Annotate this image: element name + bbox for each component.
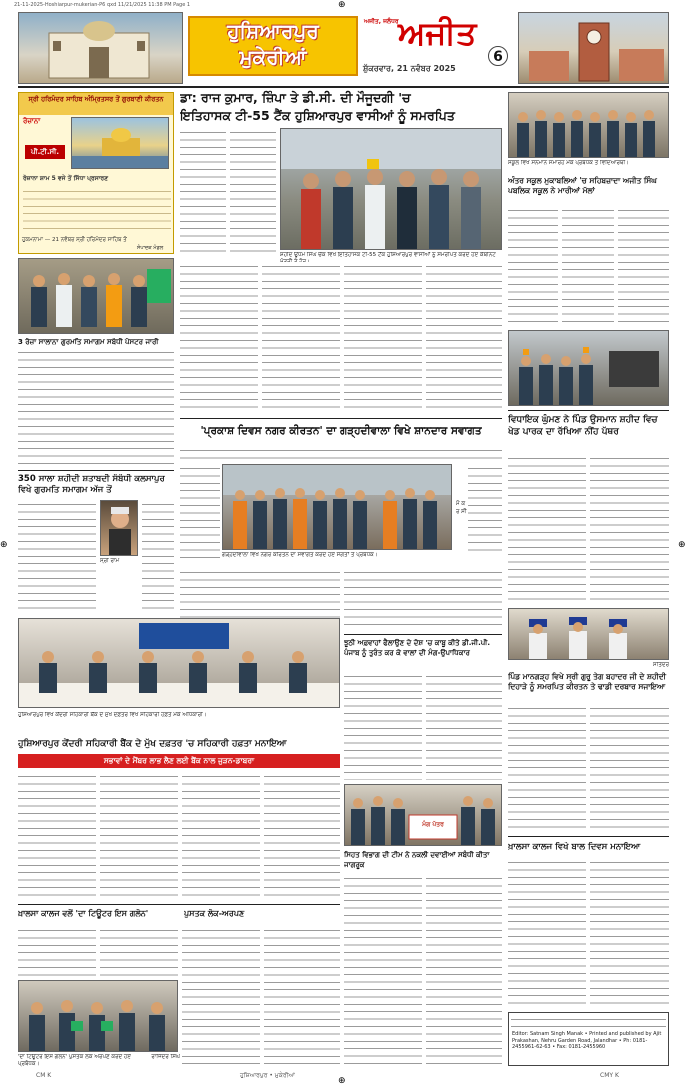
- print-line: 21-11-2025-Hoshiarpur-mukerian-P6 qxd 11/21/2025 11:38 PM Page 1: [14, 2, 191, 8]
- masthead-photo-left: [18, 12, 183, 84]
- children-day-body-2: [590, 858, 669, 1008]
- book-photo-caption: 'ਦਾ ਟਿਊਟਰ ਇਸ ਗਲੋਨ' ਪੁਸਤਕ ਲੋਕ ਅਰਪਣ ਕਰਦੇ ਹੋਏ ਪ੍ਰਬੰਧਕ।: [18, 1054, 131, 1067]
- bank-headline: ਹੁਸ਼ਿਆਰਪੁਰ ਕੇਂਦਰੀ ਸਹਿਕਾਰੀ ਬੈਂਕ ਦੇ ਮੁੱਖ ਦਫ਼ਤਰ 'ਚ ਸਹਿਕਾਰੀ ਹਫ਼ਤਾ ਮਨਾਇਆ: [18, 739, 287, 749]
- masthead: [18, 12, 669, 84]
- school-body-2: [562, 206, 614, 326]
- title-line-1: ਹੁਸ਼ਿਆਰਪੁਰ: [227, 19, 319, 43]
- portrait-icon: [101, 501, 138, 556]
- children-day-body-1: [508, 858, 586, 1008]
- park-headline: ਵਿਧਾਇਕ ਘੁੰਮਣ ਨੇ ਪਿੰਡ ਉਸਮਾਨ ਸ਼ਹੀਦ ਵਿਚ ਖੇਡ ਪਾਰਕ ਦਾ ਰੱਖਿਆ ਨੀਂਹ ਪੱਥਰ: [508, 415, 658, 437]
- book-body-3: [182, 926, 260, 1068]
- kalsapur-body-2: [142, 500, 174, 614]
- bank-body-2: [100, 772, 178, 900]
- school-body-3: [618, 206, 669, 326]
- nagar-kirtan-body-bottom-2: [344, 568, 502, 630]
- students-group-illustration: [509, 93, 669, 158]
- foundation-stone-photo: [508, 330, 669, 406]
- footer-plate-left: CM K: [36, 1072, 52, 1079]
- divider-mid-2: [344, 634, 502, 635]
- bank-body-3: [182, 772, 260, 900]
- book-headline-1: ਖ਼ਾਲਸਾ ਕਾਲਜ ਵਲੋਂ 'ਦਾ ਟਿਊਟਰ ਇਸ ਗਲੋਨ': [18, 909, 149, 918]
- dgp-headline: ਝੂਠੀ ਅਫ਼ਵਾਹਾਂ ਫੈਲਾਉਣ ਦੇ ਦੋਸ਼ 'ਚ ਕਾਬੂ ਕੀਤੇ ਡੀ.ਜੀ.ਪੀ. ਪੰਜਾਬ ਨੂੰ ਤੁਰੰਤ ਕਰ ਕੇ ਵਾਲਾਂ ਦੀ ਮੰਗ-ਉਪਾਧਿਕਾਰ: [344, 639, 491, 657]
- lead-body-col2: [230, 128, 276, 258]
- ad-footer: ਹੁਕਮਨਾਮਾ — 21 ਨਵੰਬਰ ਸ੍ਰੀ ਹਰਿਮੰਦਰ ਸਾਹਿਬ ਤੋਂ: [22, 237, 127, 243]
- ad-label: ਰੋਜ਼ਾਨਾ: [23, 117, 41, 125]
- nagar-kirtan-caption: ਗੜ੍ਹਦੀਵਾਲਾ ਵਿਖੇ ਨਗਰ ਕੀਰਤਨ ਦਾ ਸਵਾਗਤ ਕਰਦੇ ਹੋਏ ਸੰਗਤਾਂ ਤੇ ਪ੍ਰਬੰਧਕ।: [222, 552, 378, 558]
- ad-channel: ਪੀ.ਟੀ.ਸੀ.: [25, 145, 65, 159]
- book-body-1: [18, 926, 96, 976]
- poster-headline: 3 ਰੋਜ਼ਾ ਸਾਲਾਨਾ ਗੁਰਮਤਿ ਸਮਾਗਮ ਸਬੰਧੀ ਪੋਸਟਰ ਜਾਰੀ: [18, 338, 159, 346]
- masthead-title-box: [188, 16, 358, 76]
- park-body-1: [508, 454, 586, 604]
- group-people-illustration: [19, 259, 174, 334]
- health-body-2: [426, 874, 502, 1068]
- kirtan-credit: ਸਤਿੰਦਰ: [652, 662, 669, 668]
- school-body-1: [508, 206, 558, 326]
- lead-photo-caption: ਸ਼ਹੀਦ ਊਧਮ ਸਿੰਘ ਚੌਕ ਵਿਖੇ ਇਤਿਹਾਸਕ ਟੀ-55 ਟੈਂਕ ਹੁਸ਼ਿਆਰਪੁਰ ਵਾਸੀਆਂ ਨੂੰ ਸਮਰਪਿਤ ਕਰਦੇ ਹੋਏ ਕੈਬਨਿਟ: [280, 252, 496, 258]
- clocktower-illustration-right: [519, 13, 669, 84]
- kirtan-darbar-photo: [508, 608, 669, 660]
- protest-banner-text: ਮੰਗ ਪੱਤਰ: [422, 821, 444, 828]
- ad-line: ਰੋਜ਼ਾਨਾ ਸ਼ਾਮ 5 ਵਜੇ ਤੋਂ ਸਿੱਧਾ ਪ੍ਰਸਾਰਣ: [23, 175, 109, 182]
- footer-folio: ਹੁਸ਼ਿਆਰਪੁਰ • ਮੁਕੇਰੀਆਂ: [240, 1072, 295, 1079]
- registration-mark-right: ⊕: [678, 540, 686, 550]
- lead-body-col6: [426, 262, 502, 414]
- portrait-photo: [100, 500, 138, 556]
- ad-box: [18, 92, 174, 254]
- dgp-body-2: [426, 672, 502, 780]
- divider-right-1: [508, 410, 669, 411]
- book-photo-credit: ਰਾਜਿੰਦਰ ਸਿੰਘ: [151, 1054, 180, 1060]
- bank-red-bar: ਸਭਾਵਾਂ ਦੇ ਮੈਂਬਰ ਲਾਭ ਲੈਣ ਲਈ ਬੈਂਕ ਨਾਲ ਜੁੜਨ-ਡਾਬਰਾ: [18, 754, 340, 768]
- masthead-rule: [18, 86, 669, 88]
- divider-right-2: [508, 836, 669, 837]
- divider-bottom-left: [18, 904, 340, 905]
- page-number: 6: [488, 46, 508, 66]
- golden-temple-icon: [72, 118, 169, 169]
- lead-body-col5: [344, 262, 422, 414]
- book-body-2: [100, 926, 178, 976]
- kalsapur-body-1: [18, 500, 96, 614]
- bank-photo: [18, 618, 340, 708]
- kalsapur-headline: 350 ਸਾਲਾ ਸ਼ਹੀਦੀ ਸ਼ਤਾਬਦੀ ਸੰਬੰਧੀ ਕਲਸਾਪੁਰ ਵਿਖੇ ਗੁਰਮਤਿ ਸਮਾਗਮ ਅੱਜ ਤੋਂ: [18, 474, 165, 495]
- imprint-bar: [511, 1015, 666, 1029]
- divider-mid-1: [180, 418, 502, 419]
- children-day-headline: ਖ਼ਾਲਸਾ ਕਾਲਜ ਵਿਖੇ ਬਾਲ ਦਿਵਸ ਮਨਾਇਆ: [508, 842, 641, 852]
- bank-body-4: [264, 772, 340, 900]
- kirtan-body-2: [590, 704, 669, 832]
- bank-photo-caption: ਹੁਸ਼ਿਆਰਪੁਰ ਵਿਖੇ ਕੇਂਦਰੀ ਸਹਿਕਾਰੀ ਬੈਂਕ ਦੇ ਮੁੱਖ ਦਫ਼ਤਰ ਵਿਖੇ ਸਹਿਕਾਰੀ ਹਫ਼ਤੇ ਮੌਕੇ ਅਧਿਕਾਰੀ।: [18, 712, 207, 718]
- imprint-box: [508, 1012, 669, 1066]
- registration-mark-bottom: ⊕: [338, 1076, 346, 1086]
- health-headline: ਸਿਹਤ ਵਿਭਾਗ ਦੀ ਟੀਮ ਨੇ ਨਕਲੀ ਦਵਾਈਆਂ ਸਬੰਧੀ ਕੀਤਾ ਜਾਗਰੂਕ: [344, 851, 490, 869]
- masthead-date: ਸ਼ੁੱਕਰਵਾਰ, 21 ਨਵੰਬਰ 2025: [363, 64, 456, 73]
- book-release-photo: [18, 980, 178, 1052]
- tank-ceremony-photo: [280, 128, 502, 250]
- registration-mark-left: ⊕: [0, 540, 8, 550]
- lead-body-col3: [180, 262, 258, 414]
- imprint-text: Editor: Satnam Singh Manak • Printed and published by Ajit Prakashan, Nehru Garden Road, Jalandhar • Ph: 0181-2455961-62-63 • Fax: 0181-2455960: [512, 1031, 662, 1050]
- kirtan-illustration: [509, 609, 669, 660]
- title-line-2: ਮੁਕੇਰੀਆਂ: [239, 45, 307, 69]
- bank-officials-illustration: [19, 619, 340, 708]
- nagar-kirtan-side-label: ਮੌ ਕ ਰ ਸੀ: [456, 501, 467, 515]
- park-body-2: [590, 454, 669, 604]
- golden-temple-photo: [71, 117, 169, 169]
- kirtan-headline: ਪਿੰਡ ਮਾਨਗੜ੍ਹ ਵਿਖੇ ਸ੍ਰੀ ਗੁਰੂ ਤੇਗ ਬਹਾਦਰ ਜੀ ਦੇ ਸ਼ਹੀਦੀ ਦਿਹਾੜੇ ਨੂੰ ਸਮਰਪਿਤ ਕੀਰਤਨ ਤੇ ਢਾਡੀ ਦਰਬਾਰ ਸਜਾਇਆ: [508, 672, 667, 691]
- nagar-kirtan-body-right: [468, 464, 502, 554]
- bank-body-1: [18, 772, 96, 900]
- book-headline-2: ਪੁਸਤਕ ਲੋਕ-ਅਰਪਣ: [184, 909, 245, 918]
- ad-title: ਸ੍ਰੀ ਹਰਿਮੰਦਰ ਸਾਹਿਬ ਅੰਮ੍ਰਿਤਸਰ ਤੋਂ ਗੁਰਬਾਣੀ ਕੀਰਤਨ: [19, 93, 173, 115]
- ad-body: [23, 187, 171, 233]
- health-body-1: [344, 874, 422, 1068]
- lead-headline-1: ਡਾ: ਰਾਜ ਕੁਮਾਰ, ਜ਼ਿੰਪਾ ਤੇ ਡੀ.ਸੀ. ਦੀ ਮੌਜੂਦਗੀ 'ਚ: [180, 90, 411, 105]
- dgp-body-1: [344, 672, 422, 780]
- brand-logo: ਅਜੀਤ: [398, 14, 477, 52]
- book-release-illustration: [19, 981, 178, 1052]
- lead-headline-2: ਇਤਿਹਾਸਕ ਟੀ-55 ਟੈਂਕ ਹੁਸ਼ਿਆਰਪੁਰ ਵਾਸੀਆਂ ਨੂੰ ਸਮਰਪਿਤ: [180, 108, 455, 123]
- portrait-credit: ਸ੍ਰੀ ਰਾਮ: [100, 558, 120, 564]
- foundation-ceremony-illustration: [509, 331, 669, 406]
- poster-body: [18, 348, 174, 466]
- nagar-kirtan-headline: 'ਪ੍ਰਕਾਸ਼ ਦਿਵਸ ਨਗਰ ਕੀਰਤਨ' ਦਾ ਗੜ੍ਹਦੀਵਾਲਾ ਵਿਖੇ ਸ਼ਾਨਦਾਰ ਸਵਾਗਤ: [200, 425, 482, 437]
- footer-plate-right: CMY K: [600, 1072, 619, 1079]
- ad-credit: ਸੰਪਾਦਕ ਮੰਡਲ: [137, 245, 164, 251]
- protest-photo: [344, 784, 502, 846]
- masthead-photo-right: [518, 12, 669, 84]
- poster-release-photo: [18, 258, 174, 334]
- book-body-4: [264, 926, 340, 1068]
- school-headline: ਅੰਤਰ ਸਕੂਲ ਮੁਕਾਬਲਿਆਂ 'ਚ ਸਹਿਬਜ਼ਾਦਾ ਅਜੀਤ ਸਿੰਘ ਪਬਲਿਕ ਸਕੂਲ ਨੇ ਮਾਰੀਆਂ ਮੱਲਾਂ: [508, 176, 657, 195]
- divider-left-1: [18, 470, 174, 471]
- gurdwara-illustration-left: [19, 13, 183, 84]
- lead-body-col4: [262, 262, 340, 414]
- lead-body-col1: [180, 128, 226, 258]
- procession-illustration: [223, 465, 452, 550]
- kirtan-body-1: [508, 704, 586, 832]
- nagar-kirtan-body-top: [180, 446, 502, 462]
- nagar-kirtan-photo: [222, 464, 452, 550]
- nagar-kirtan-body-left: [180, 464, 220, 564]
- protest-group-illustration: [345, 785, 502, 846]
- school-photo-caption: ਸਕੂਲ ਵਿਖੇ ਸਨਮਾਨ ਸਮਾਰੋਹ ਮੌਕੇ ਪ੍ਰਬੰਧਕ ਤੇ ਵਿਦਿਆਰਥੀ।: [508, 160, 629, 166]
- ceremony-group-illustration: [281, 129, 502, 250]
- brand-small: ਅਜੀਤ, ਜਲੰਧਰ: [364, 18, 399, 25]
- school-award-photo: [508, 92, 669, 158]
- registration-mark-top: ⊕: [338, 0, 346, 10]
